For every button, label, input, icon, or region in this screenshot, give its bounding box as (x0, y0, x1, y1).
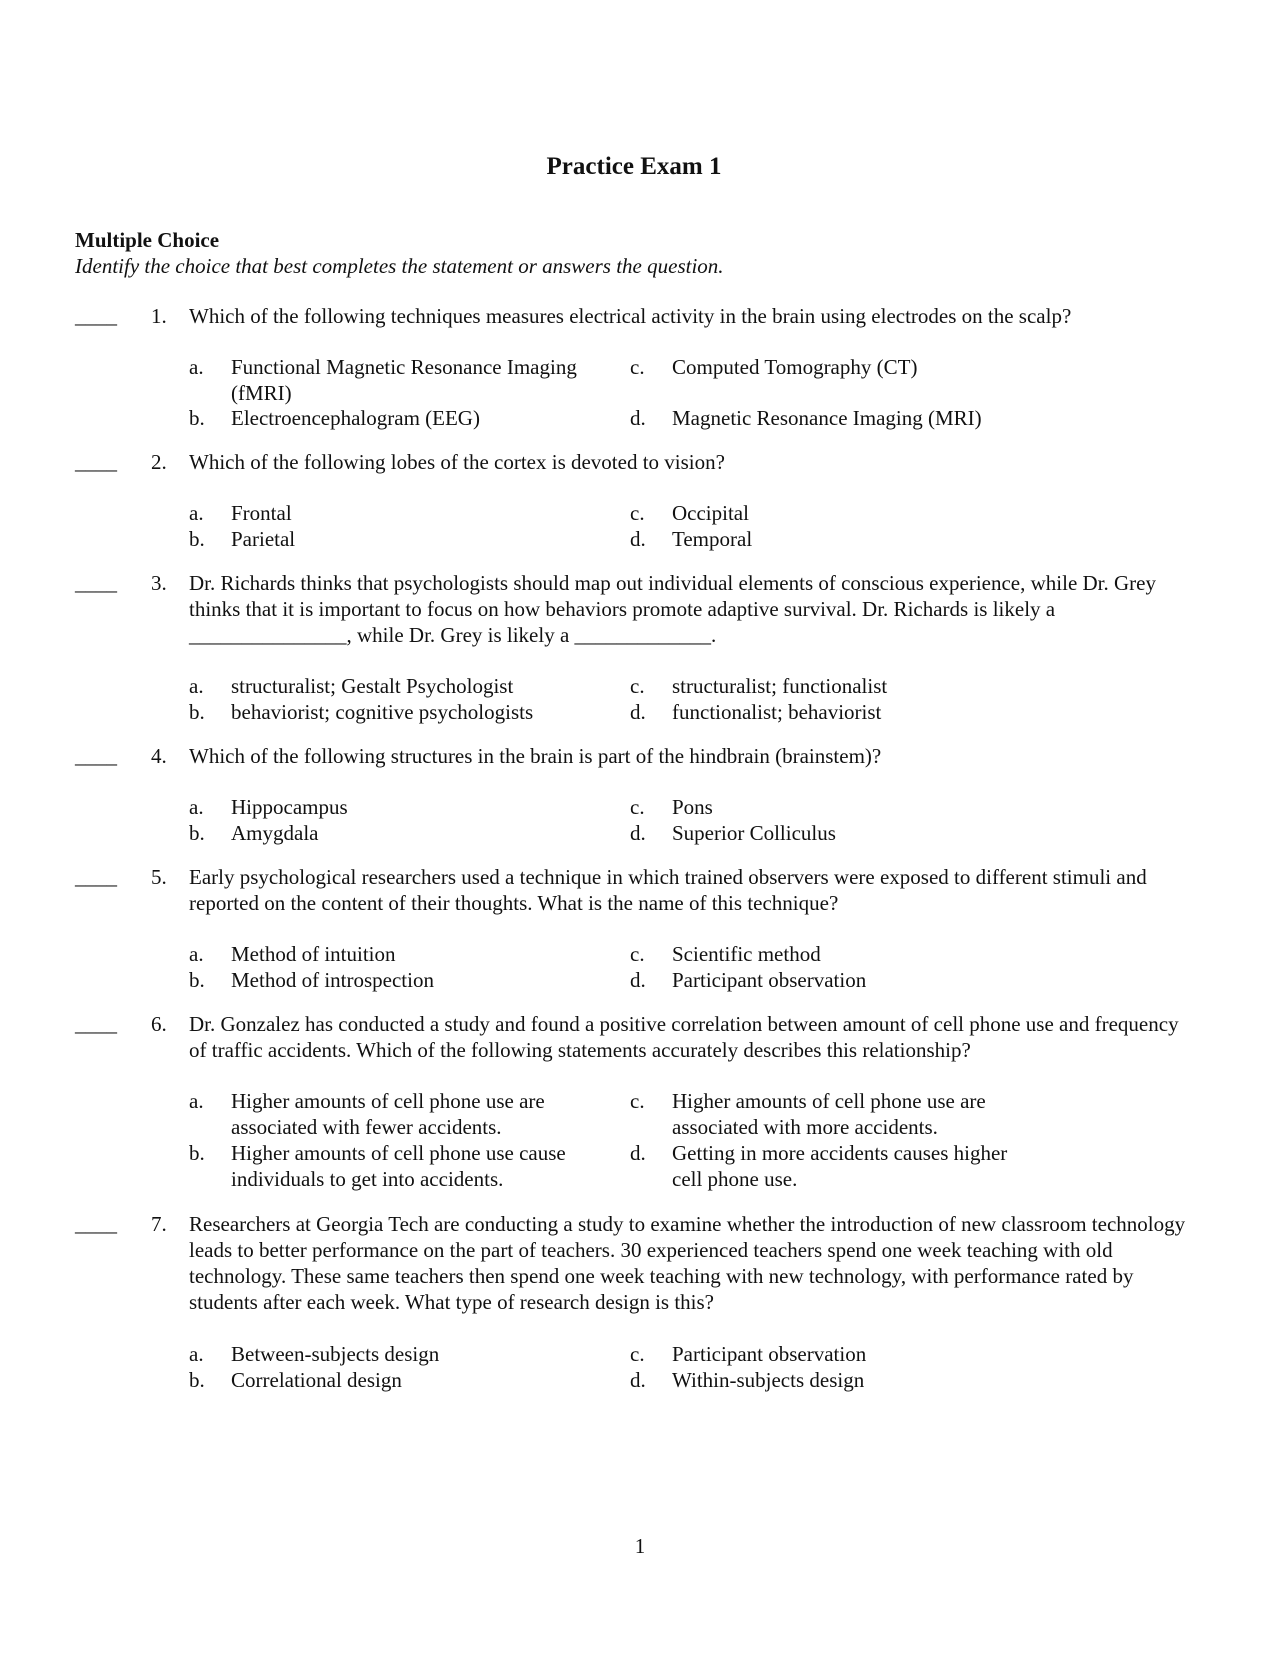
option-text: Magnetic Resonance Imaging (MRI) (672, 406, 982, 430)
option-letter: a. (189, 795, 204, 819)
option-letter: c. (630, 942, 645, 966)
option-letter: a. (189, 1089, 204, 1113)
question-text: Early psychological researchers used a technique in which trained observers were exposed to different stimuli and reported on the content of their thoughts. What is the name of this technique? (189, 865, 1147, 915)
option-text: structuralist; Gestalt Psychologist (231, 674, 514, 698)
answer-blank[interactable]: ____ (75, 304, 117, 328)
question-number: 4. (151, 744, 167, 768)
question-number: 5. (151, 865, 167, 889)
option-text: Higher amounts of cell phone use are associated with fewer accidents. (231, 1089, 545, 1139)
option-text: Method of intuition (231, 942, 396, 966)
question-text: Which of the following techniques measures electrical activity in the brain using electrodes on the scalp? (189, 304, 1072, 328)
option-text: Between-subjects design (231, 1342, 440, 1366)
option-letter: c. (630, 795, 645, 819)
option-text: Correlational design (231, 1368, 402, 1392)
option-text: behaviorist; cognitive psychologists (231, 700, 534, 724)
option-text: functionalist; behaviorist (672, 700, 882, 724)
option-letter: d. (630, 527, 646, 551)
option-letter: b. (189, 1368, 205, 1392)
option-letter: b. (189, 968, 205, 992)
option-letter: d. (630, 968, 646, 992)
option-text: Hippocampus (231, 795, 348, 819)
option-text: Within-subjects design (672, 1368, 865, 1392)
section-heading: Multiple Choice (75, 228, 220, 252)
question-text: Which of the following lobes of the cortex is devoted to vision? (189, 450, 725, 474)
answer-blank[interactable]: ____ (75, 1212, 117, 1236)
option-letter: b. (189, 1141, 205, 1165)
option-text: Temporal (672, 527, 753, 551)
option-text: Computed Tomography (CT) (672, 355, 918, 379)
option-letter: b. (189, 527, 205, 551)
question-text: Dr. Gonzalez has conducted a study and found a positive correlation between amount of cell phone use and frequency of traffic accidents. Which of the following statements accurately describes this relationship? (189, 1012, 1179, 1062)
option-text: Participant observation (672, 968, 867, 992)
option-letter: c. (630, 1342, 645, 1366)
question-number: 2. (151, 450, 167, 474)
option-text: structuralist; functionalist (672, 674, 888, 698)
question-text: Dr. Richards thinks that psychologists should map out individual elements of conscious experience, while Dr. Grey thinks that it is important to focus on how behaviors promote adaptive survival. Dr. Richards is likely a _______________, while Dr. Grey is likely a _____________. (189, 571, 1156, 647)
option-text: Getting in more accidents causes higher cell phone use. (672, 1141, 1008, 1191)
option-text: Superior Colliculus (672, 821, 836, 845)
option-letter: b. (189, 406, 205, 430)
answer-blank[interactable]: ____ (75, 571, 117, 595)
option-letter: a. (189, 1342, 204, 1366)
question-number: 3. (151, 571, 167, 595)
option-letter: b. (189, 821, 205, 845)
option-letter: d. (630, 406, 646, 430)
option-letter: c. (630, 1089, 645, 1113)
page-number: 1 (634, 1534, 646, 1558)
option-text: Pons (672, 795, 713, 819)
instructions: Identify the choice that best completes the statement or answers the question. (75, 254, 724, 278)
option-text: Higher amounts of cell phone use are associated with more accidents. (672, 1089, 986, 1139)
question-text: Which of the following structures in the brain is part of the hindbrain (brainstem)? (189, 744, 882, 768)
answer-blank[interactable]: ____ (75, 450, 117, 474)
answer-blank[interactable]: ____ (75, 865, 117, 889)
option-letter: d. (630, 1141, 646, 1165)
option-text: Occipital (672, 501, 749, 525)
option-text: Amygdala (231, 821, 319, 845)
question-text: Researchers at Georgia Tech are conducting a study to examine whether the introduction of new classroom technology leads to better performance on the part of teachers. 30 experienced teachers spend one week teaching with old technology. These same teachers then spend one week teaching with new technology, with performance rated by students after each week. What type of research design is this? (189, 1212, 1186, 1314)
option-letter: a. (189, 674, 204, 698)
option-letter: d. (630, 1368, 646, 1392)
option-text: Frontal (231, 501, 292, 525)
question-number: 7. (151, 1212, 167, 1236)
option-text: Participant observation (672, 1342, 867, 1366)
option-text: Scientific method (672, 942, 821, 966)
option-text: Electroencephalogram (EEG) (231, 406, 480, 430)
option-letter: a. (189, 942, 204, 966)
option-text: Parietal (231, 527, 296, 551)
option-letter: c. (630, 674, 645, 698)
option-letter: c. (630, 355, 645, 379)
option-letter: d. (630, 821, 646, 845)
option-text: Higher amounts of cell phone use cause individuals to get into accidents. (231, 1141, 566, 1191)
question-number: 1. (151, 304, 167, 328)
answer-blank[interactable]: ____ (75, 1012, 117, 1036)
option-letter: b. (189, 700, 205, 724)
option-text: Functional Magnetic Resonance Imaging (fMRI) (231, 355, 577, 405)
option-letter: a. (189, 355, 204, 379)
question-number: 6. (151, 1012, 167, 1036)
page-title: Practice Exam 1 (546, 153, 722, 180)
option-letter: c. (630, 501, 645, 525)
option-text: Method of introspection (231, 968, 434, 992)
option-letter: d. (630, 700, 646, 724)
answer-blank[interactable]: ____ (75, 744, 117, 768)
option-letter: a. (189, 501, 204, 525)
